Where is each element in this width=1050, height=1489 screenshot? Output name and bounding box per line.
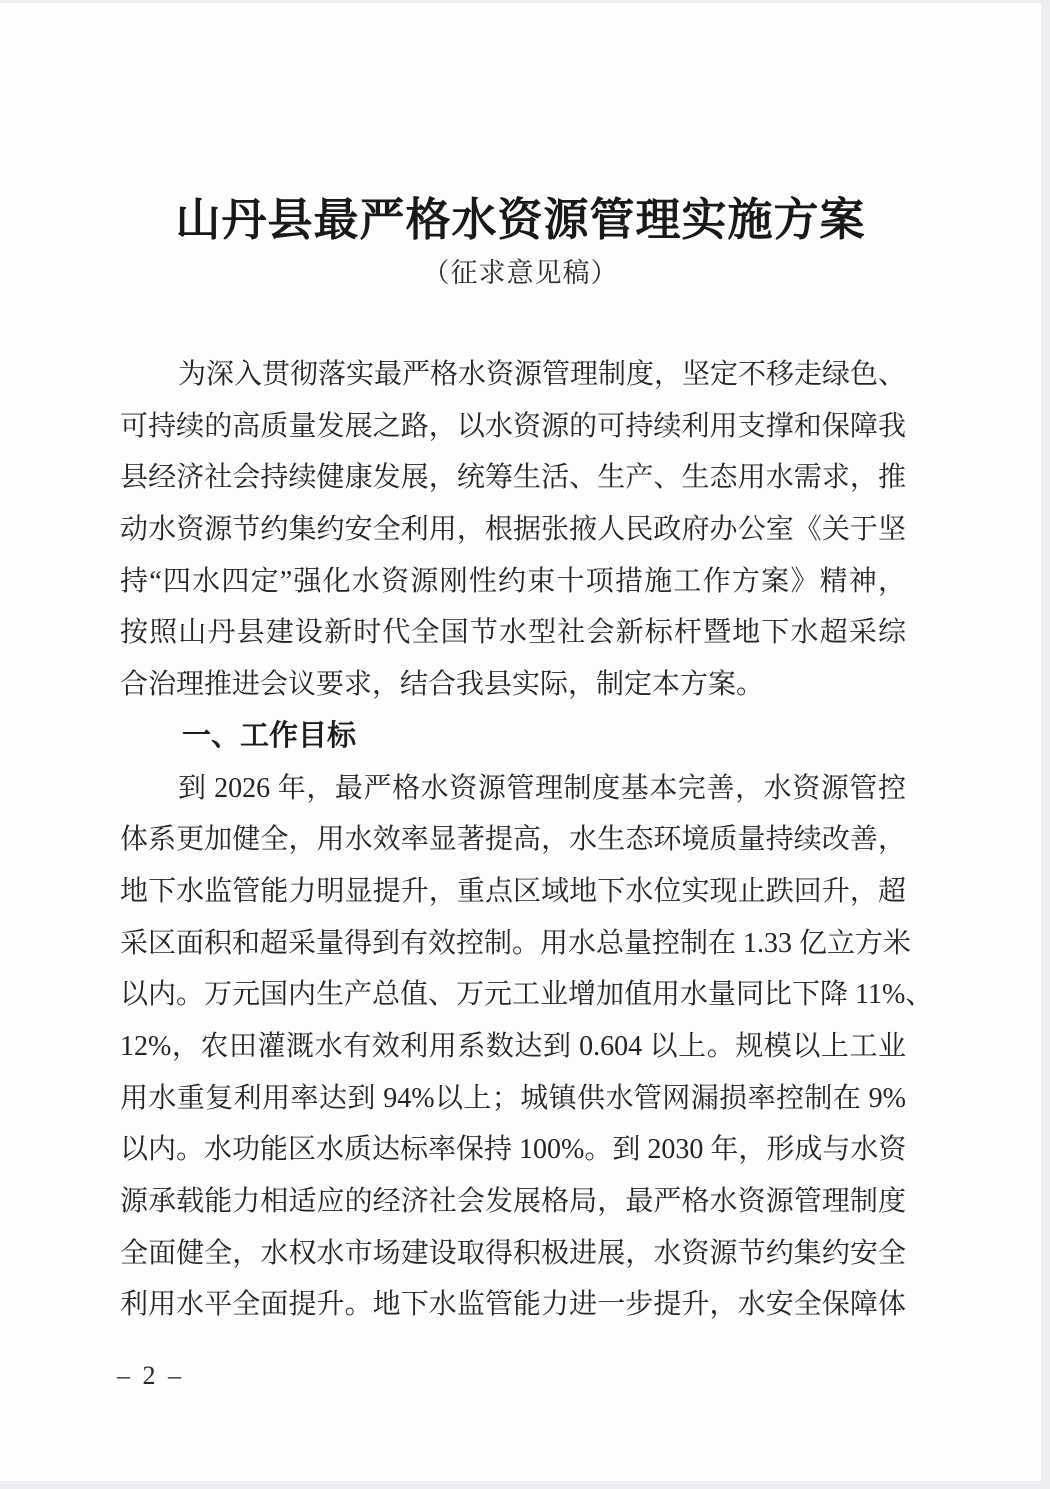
body-line: 以内。水功能区水质达标率保持 100%。到 2030 年，形成与水资: [120, 1134, 907, 1166]
body-line: 采区面积和超采量得到有效控制。用水总量控制在 1.33 亿立方米: [120, 927, 912, 959]
body-line: 可持续的高质量发展之路，以水资源的可持续利用支撑和保障我: [120, 410, 906, 442]
body-line: 按照山丹县建设新时代全国节水型社会新标杆暨地下水超采综: [120, 617, 906, 649]
body-line: 用水重复利用率达到 94%以上；城镇供水管网漏损率控制在 9%: [120, 1082, 906, 1114]
document-body: [120, 349, 934, 1331]
body-line: 动水资源节约集约安全利用，根据张掖人民政府办公室《关于坚: [120, 514, 906, 546]
page-number: – 2 –: [117, 1361, 184, 1390]
body-line: 县经济社会持续健康发展，统筹生活、生产、生态用水需求，推: [120, 462, 906, 494]
body-line: 到 2026 年，最严格水资源管理制度基本完善，水资源管控: [178, 772, 906, 804]
body-line: 利用水平全面提升。地下水监管能力进一步提升，水安全保障体: [120, 1289, 906, 1321]
body-line: 为深入贯彻落实最严格水资源管理制度，坚定不移走绿色、: [178, 359, 907, 390]
body-line: 全面健全，水权水市场建设取得积极进展，水资源节约集约安全: [120, 1237, 906, 1269]
scan-page: [0, 3, 1041, 1481]
body-line: 以内。万元国内生产总值、万元工业增加值用水量同比下降 11%、: [120, 979, 934, 1011]
body-line: 体系更加健全，用水效率显著提高，水生态环境质量持续改善，: [120, 824, 906, 856]
section-heading: 一、工作目标: [182, 719, 357, 752]
body-line: 合治理推进会议要求，结合我县实际，制定本方案。: [120, 669, 765, 701]
document-subtitle: （征求意见稿）: [422, 258, 619, 288]
body-line: 地下水监管能力明显提升，重点区域地下水位实现止跌回升，超: [120, 875, 906, 907]
body-line: 源承载能力相适应的经济社会发展格局，最严格水资源管理制度: [120, 1186, 906, 1217]
body-line: 12%，农田灌溉水有效利用系数达到 0.604 以上。规模以上工业: [120, 1030, 906, 1062]
body-line: 持“四水四定”强化水资源刚性约束十项措施工作方案》精神，: [120, 565, 906, 597]
document-title: 山丹县最严格水资源管理实施方案: [175, 195, 866, 245]
